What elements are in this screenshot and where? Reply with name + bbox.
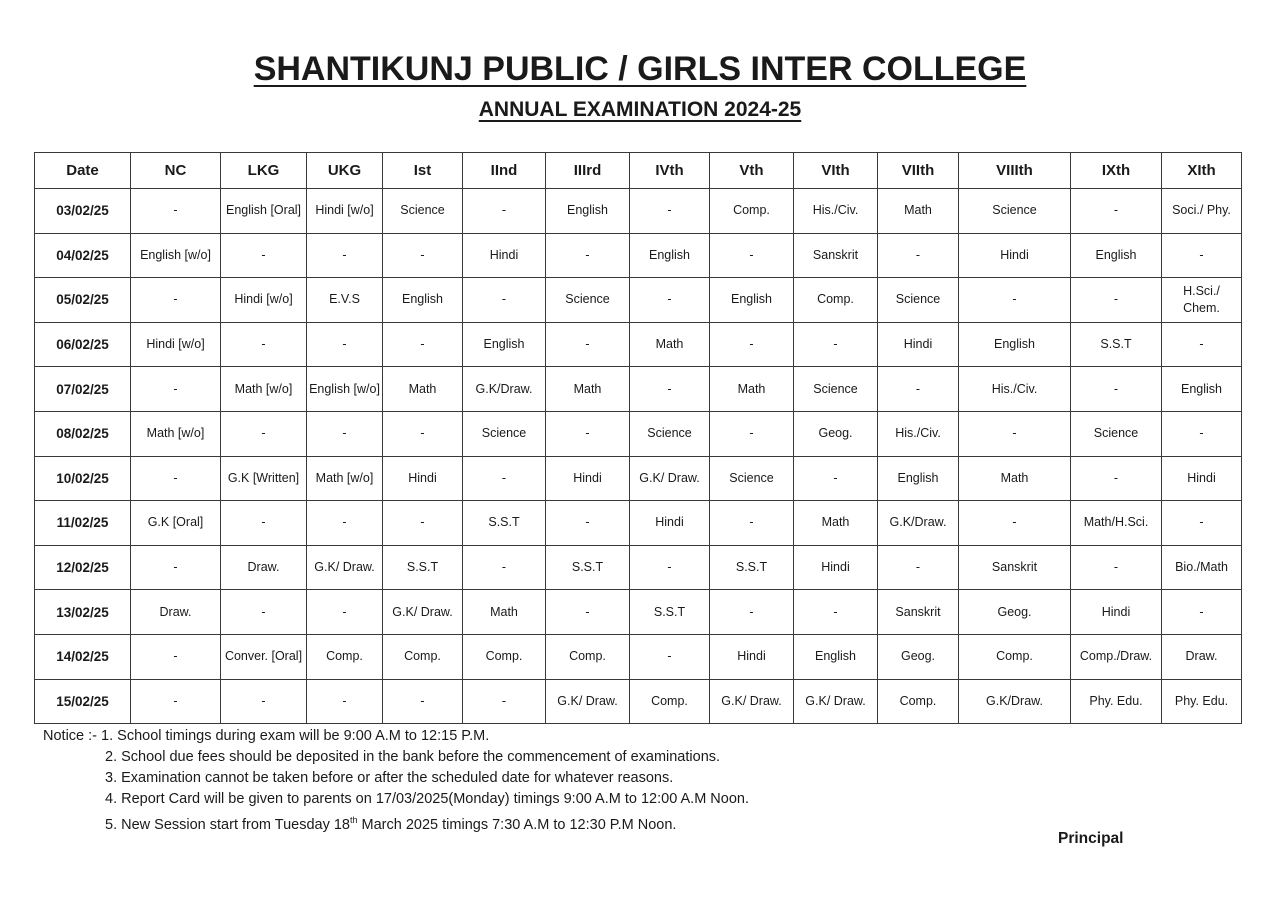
notice-item: 4. Report Card will be given to parents on 17/03/2025(Monday) timings 9:00 A.M to 12:00 A.M Noon. [105,791,750,807]
subject-cell: - [1071,278,1162,323]
exam-date-cell: 12/02/25 [35,545,131,590]
subject-cell: Math [710,367,794,412]
subject-cell: G.K/Draw. [959,679,1071,724]
exam-date-cell: 04/02/25 [35,233,131,278]
subject-cell: Science [383,189,463,234]
subject-cell: English [w/o] [131,233,221,278]
subject-cell: Science [878,278,959,323]
subject-cell: G.K/ Draw. [307,545,383,590]
subject-cell: - [131,545,221,590]
subject-cell: His./Civ. [878,411,959,456]
subject-cell: - [630,367,710,412]
subject-cell: G.K/Draw. [878,501,959,546]
subject-cell: Math [383,367,463,412]
subject-cell: - [221,501,307,546]
subject-cell: Geog. [959,590,1071,635]
subject-cell: Math [463,590,546,635]
subject-cell: S.S.T [463,501,546,546]
ordinal-suffix: th [350,815,358,825]
table-row [35,233,1242,278]
column-header: LKG [221,153,307,189]
subject-cell: - [131,634,221,679]
subject-cell: - [383,501,463,546]
subject-cell: English [383,278,463,323]
subject-cell: - [463,189,546,234]
subject-cell: Hindi [878,322,959,367]
exam-name: ANNUAL EXAMINATION 2024-25 [478,98,802,121]
subject-cell: Sanskrit [794,233,878,278]
subject-cell: Phy. Edu. [1162,679,1242,724]
subject-cell: Comp. [959,634,1071,679]
subject-cell: - [383,322,463,367]
subject-cell: Comp. [307,634,383,679]
subject-cell: - [878,545,959,590]
subject-cell: E.V.S [307,278,383,323]
subject-cell: Phy. Edu. [1071,679,1162,724]
exam-date-cell: 03/02/25 [35,189,131,234]
exam-date-cell: 11/02/25 [35,501,131,546]
subject-cell: Soci./ Phy. [1162,189,1242,234]
subject-cell: - [131,189,221,234]
subject-cell: His./Civ. [794,189,878,234]
subject-cell: English [1071,233,1162,278]
subject-cell: Sanskrit [959,545,1071,590]
subject-cell: Comp./Draw. [1071,634,1162,679]
column-header: UKG [307,153,383,189]
notice-item [43,810,749,836]
subject-cell: - [307,679,383,724]
subject-cell: Science [1071,411,1162,456]
column-header: IVth [630,153,710,189]
subject-cell: Conver. [Oral] [221,634,307,679]
notice-text: 1. School timings during exam will be 9:00 A.M to 12:15 P.M. [101,728,490,744]
exam-date-cell: 08/02/25 [35,411,131,456]
subject-cell: - [710,590,794,635]
exam-schedule-table [34,152,1242,724]
subject-cell: English [546,189,630,234]
table-row [35,411,1242,456]
subject-cell: - [630,189,710,234]
subject-cell: Geog. [878,634,959,679]
subject-cell: Draw. [221,545,307,590]
subject-cell: Comp. [630,679,710,724]
subject-cell: English [Oral] [221,189,307,234]
subject-cell: Science [463,411,546,456]
exam-date-cell: 07/02/25 [35,367,131,412]
subject-cell: - [630,545,710,590]
subject-cell: Science [794,367,878,412]
subject-cell: Bio./Math [1162,545,1242,590]
subject-cell: S.S.T [1071,322,1162,367]
subject-cell: - [959,501,1071,546]
subject-cell: Math [546,367,630,412]
subject-cell: - [131,456,221,501]
column-header: VIth [794,153,878,189]
subject-cell: - [307,233,383,278]
table-row [35,634,1242,679]
subject-cell: English [710,278,794,323]
column-header: VIIIth [959,153,1071,189]
notice-section [43,726,749,836]
subject-cell: - [307,590,383,635]
table-row [35,501,1242,546]
notice-prefix: Notice :- [43,728,97,744]
column-header: Date [35,153,131,189]
subject-cell: Comp. [710,189,794,234]
subject-cell: Hindi [546,456,630,501]
table-row [35,367,1242,412]
subject-cell: English [959,322,1071,367]
notice-text: 5. New Session start from Tuesday 18 [105,816,350,833]
column-header: IInd [463,153,546,189]
subject-cell: - [710,233,794,278]
subject-cell: Hindi [710,634,794,679]
subject-cell: Math [630,322,710,367]
notice-text: March 2025 timings 7:30 A.M to 12:30 P.M Noon. [357,816,677,833]
subject-cell: - [794,322,878,367]
subject-cell: - [630,634,710,679]
subject-cell: - [794,590,878,635]
subject-cell: - [546,322,630,367]
subject-cell: - [710,411,794,456]
subject-cell: Comp. [546,634,630,679]
subject-cell: Comp. [878,679,959,724]
page-subtitle [0,98,1280,122]
subject-cell: Math [w/o] [221,367,307,412]
subject-cell: - [463,278,546,323]
subject-cell: - [959,278,1071,323]
subject-cell: G.K/ Draw. [710,679,794,724]
subject-cell: G.K/ Draw. [794,679,878,724]
subject-cell: - [463,679,546,724]
subject-cell: - [710,322,794,367]
subject-cell: - [463,545,546,590]
subject-cell: - [1162,233,1242,278]
subject-cell: English [1162,367,1242,412]
table-row [35,456,1242,501]
column-header: IXth [1071,153,1162,189]
subject-cell: Science [546,278,630,323]
subject-cell: S.S.T [383,545,463,590]
subject-cell: His./Civ. [959,367,1071,412]
notice-item [43,726,749,747]
subject-cell: Science [959,189,1071,234]
table-row [35,278,1242,323]
subject-cell: - [307,411,383,456]
subject-cell: - [383,233,463,278]
subject-cell: G.K/Draw. [463,367,546,412]
subject-cell: - [546,590,630,635]
subject-cell: - [1071,456,1162,501]
subject-cell: - [131,278,221,323]
notice-item: 3. Examination cannot be taken before or after the scheduled date for whatever reasons. [105,770,674,786]
notice-item: 2. School due fees should be deposited in the bank before the commencement of examinations. [105,749,721,765]
subject-cell: - [463,456,546,501]
exam-date-cell: 14/02/25 [35,634,131,679]
table-row [35,322,1242,367]
subject-cell: - [1071,189,1162,234]
subject-cell: - [131,679,221,724]
subject-cell: - [383,679,463,724]
subject-cell: - [794,456,878,501]
subject-cell: Science [630,411,710,456]
column-header: IIIrd [546,153,630,189]
subject-cell: G.K/ Draw. [546,679,630,724]
subject-cell: - [221,679,307,724]
exam-date-cell: 13/02/25 [35,590,131,635]
subject-cell: Hindi [w/o] [221,278,307,323]
subject-cell: Hindi [383,456,463,501]
table-header-row [35,153,1242,189]
subject-cell: - [221,233,307,278]
subject-cell: - [383,411,463,456]
subject-cell: - [630,278,710,323]
subject-cell: Math [794,501,878,546]
subject-cell: S.S.T [546,545,630,590]
subject-cell: Sanskrit [878,590,959,635]
subject-cell: English [630,233,710,278]
subject-cell: - [307,501,383,546]
subject-cell: - [546,411,630,456]
subject-cell: Comp. [794,278,878,323]
exam-date-cell: 15/02/25 [35,679,131,724]
column-header: XIth [1162,153,1242,189]
page-title [0,50,1280,89]
subject-cell: - [710,501,794,546]
table-row [35,679,1242,724]
subject-cell: S.S.T [630,590,710,635]
subject-cell: Hindi [1071,590,1162,635]
subject-cell: - [221,590,307,635]
principal-signature: Principal [1058,830,1124,847]
subject-cell: G.K [Written] [221,456,307,501]
subject-cell: Hindi [630,501,710,546]
subject-cell: - [221,322,307,367]
subject-cell: - [1071,367,1162,412]
subject-cell: S.S.T [710,545,794,590]
subject-cell: G.K [Oral] [131,501,221,546]
exam-date-cell: 06/02/25 [35,322,131,367]
subject-cell: Comp. [463,634,546,679]
exam-date-cell: 05/02/25 [35,278,131,323]
subject-cell: Hindi [w/o] [307,189,383,234]
subject-cell: Hindi [959,233,1071,278]
subject-cell: Geog. [794,411,878,456]
column-header: VIIth [878,153,959,189]
subject-cell: Comp. [383,634,463,679]
subject-cell: - [1162,411,1242,456]
subject-cell: Hindi [1162,456,1242,501]
subject-cell: Hindi [794,545,878,590]
subject-cell: - [1071,545,1162,590]
subject-cell: - [307,322,383,367]
college-name: SHANTIKUNJ PUBLIC / GIRLS INTER COLLEGE [253,50,1027,88]
subject-cell: H.Sci./ Chem. [1162,278,1242,323]
subject-cell: G.K/ Draw. [383,590,463,635]
column-header: NC [131,153,221,189]
subject-cell: - [546,501,630,546]
subject-cell: Math/H.Sci. [1071,501,1162,546]
subject-cell: Hindi [463,233,546,278]
table-row [35,545,1242,590]
subject-cell: Hindi [w/o] [131,322,221,367]
subject-cell: - [546,233,630,278]
subject-cell: English [463,322,546,367]
subject-cell: English [w/o] [307,367,383,412]
subject-cell: Math [959,456,1071,501]
subject-cell: - [221,411,307,456]
subject-cell: - [1162,322,1242,367]
subject-cell: - [131,367,221,412]
subject-cell: - [1162,590,1242,635]
exam-date-cell: 10/02/25 [35,456,131,501]
subject-cell: G.K/ Draw. [630,456,710,501]
subject-cell: Math [w/o] [131,411,221,456]
column-header: Ist [383,153,463,189]
column-header: Vth [710,153,794,189]
subject-cell: - [1162,501,1242,546]
subject-cell: Science [710,456,794,501]
table-row [35,590,1242,635]
subject-cell: Math [w/o] [307,456,383,501]
subject-cell: - [959,411,1071,456]
subject-cell: Draw. [131,590,221,635]
subject-cell: English [794,634,878,679]
subject-cell: English [878,456,959,501]
subject-cell: Math [878,189,959,234]
subject-cell: Draw. [1162,634,1242,679]
table-row [35,189,1242,234]
subject-cell: - [878,367,959,412]
subject-cell: - [878,233,959,278]
